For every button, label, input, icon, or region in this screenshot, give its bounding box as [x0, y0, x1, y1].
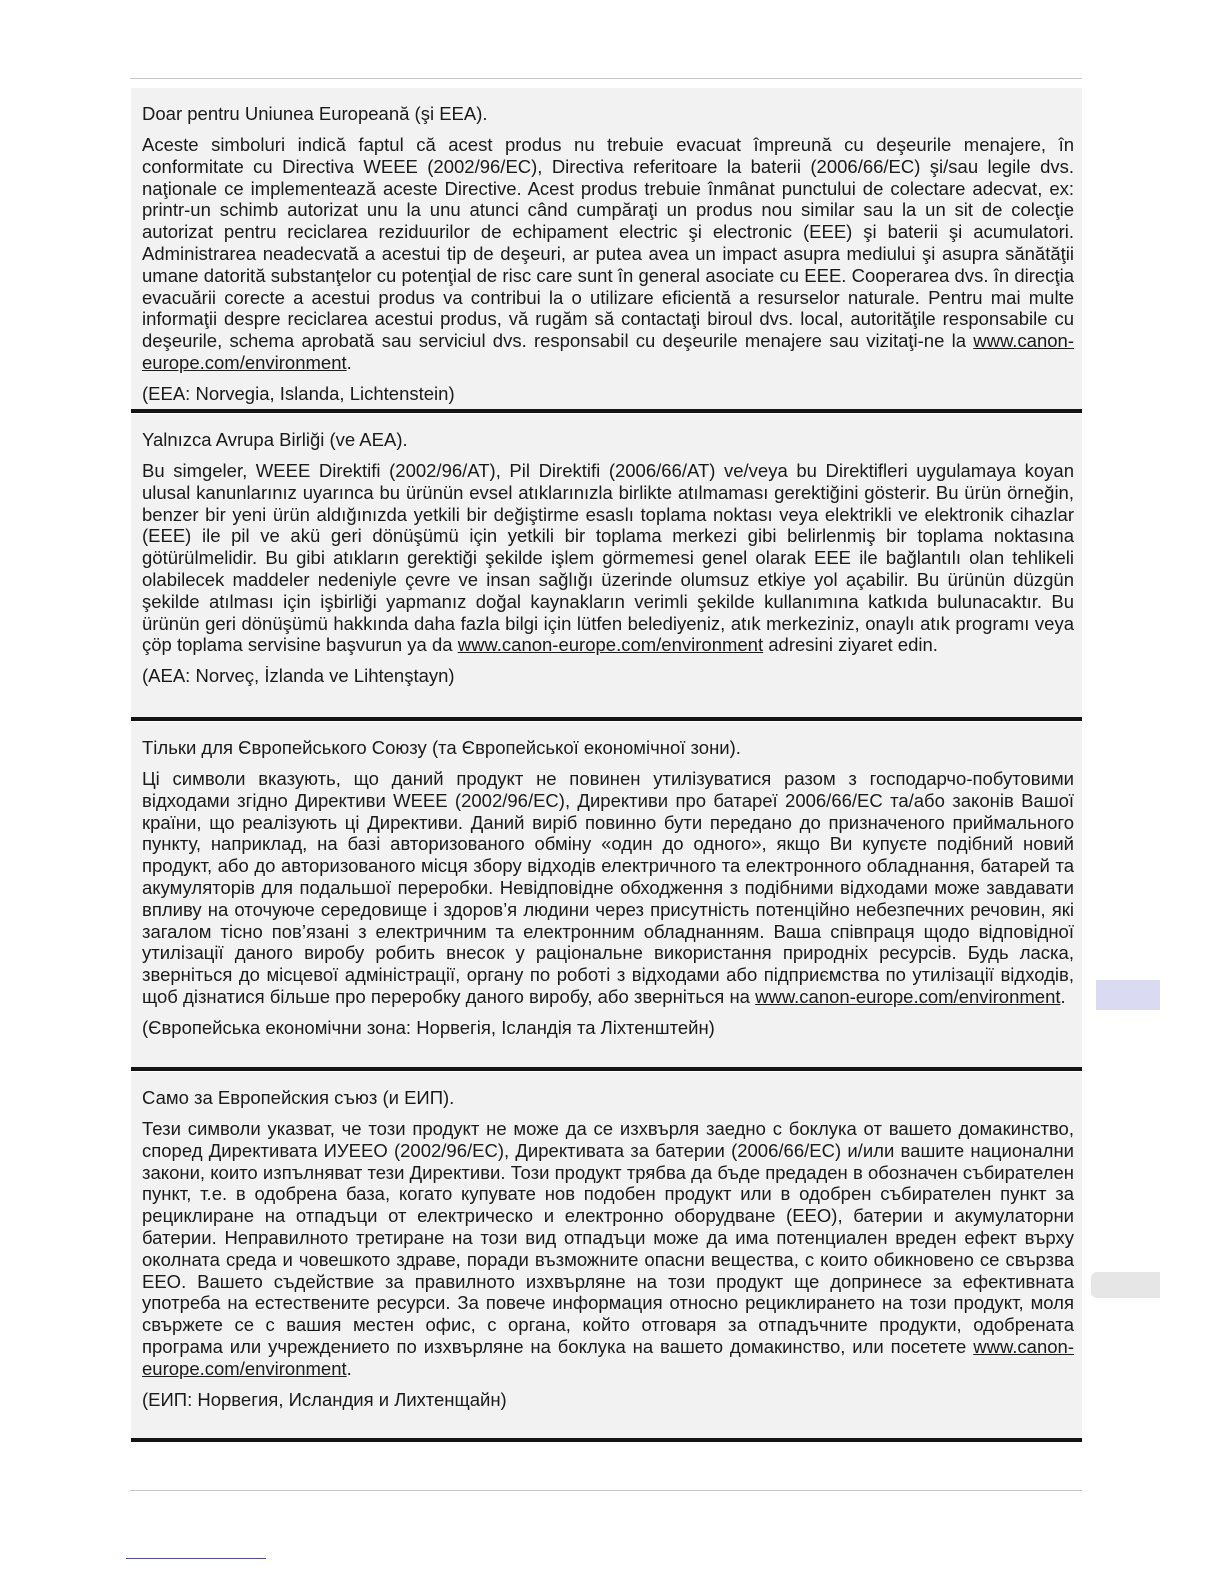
- environment-link[interactable]: www.canon-europe.com/environment: [142, 330, 1074, 373]
- environment-link[interactable]: www.canon-europe.com/environment: [142, 1335, 1074, 1379]
- eea-note: (ЕИП: Норвегия, Исландия и Лихтенщайн): [142, 1388, 507, 1410]
- section-bulgarian: [131, 1072, 1082, 1442]
- environment-link[interactable]: www.canon-europe.com/environment: [457, 634, 764, 656]
- bottom-divider: [130, 1490, 1082, 1491]
- section-heading: Doar pentru Uniunea Europeană (şi EEA).: [142, 103, 488, 124]
- chapter-tab[interactable]: [1091, 1272, 1160, 1298]
- chapter-tab-highlight[interactable]: [1096, 980, 1160, 1010]
- body-text: Bu simgeler, WEEE Direktifi (2002/96/AT), Pil Direktifi (2006/66/AT) ve/veya bu Direktifleri uygulamaya koyan ulusal kanunlarınız uyarınca bu ürünün evsel atıklarınızla birlikte atılmaması gerektiğini gösterir. Bu ürün örneğin, benzer bir yeni ürün aldığınızda yetkili bir değiştirme esaslı toplama noktası veya elektrikli ve elektronik cihazlar (EEE) ile pil ve akü geri dönüşümü için yetkili bir toplama merkezi gibi belirlenmiş bir toplama noktasına götürülmelidir. Bu gibi atıkların gerektiği şekilde işlem görmemesi genel olarak EEE ile bağlantılı olan tehlikeli olabilecek maddeler nedeniyle çevre ve insan sağlığı üzerinde olumsuz etkiye yol açabilir. Bu ürünün düzgün şekilde atılması için işbirliği yapmanız doğal kaynakların verimli şekilde kullanımına katkıda bulunacaktır. Bu ürünün geri dönüşümü hakkında daha fazla bilgi için lütfen belediyeniz, atık merkeziniz, onaylı atık programı veya çöp toplama servisine başvurun ya da: [142, 460, 1074, 656]
- eea-note: (Європейська економічни зона: Норвегія, Ісландія та Ліхтенштейн): [142, 1016, 715, 1038]
- body-text: Ці символи вказують, що даний продукт не повинен утилізуватися разом з господарчо-побутовими відходами згідно Директиви WEEE (2002/96/EC), Директиви про батареї 2006/66/EC та/або законів Вашої країни, що реалізують ці Директиви. Даний виріб повинно бути передано до призначеного приймального пункту, наприклад, на базі авторизованого обміну «один до одного», якщо Ви купуєте подібний новий продукт, або до авторизованого місця збору відходів електричного та електронного обладнання, батарей та акумуляторів для подальшої переробки. Невідповідне обходження з подібними відходами може завдавати впливу на оточуюче середовище і здоров’я людини через присутність потенційно небезпечних речовин, які загалом тісно пов’язані з електричним та електронним обладнанням. Ваша співпраця щодо відповідної утилізації даного виробу робить внесок у раціональне використання природніх ресурсів. Будь ласка, зверніться до місцевої адміністрації, органу по роботі з відходами або підприємства по утилізації відходів, щоб дізнатися більше про переробку даного виробу, або зверніться на: [142, 768, 1074, 1007]
- section-ukrainian: [131, 722, 1082, 1071]
- section-body: [142, 460, 1074, 656]
- body-text-after: adresini ziyaret edin.: [763, 634, 938, 656]
- section-heading: Yalnızca Avrupa Birliği (ve AEA).: [142, 429, 408, 450]
- eea-note: (EEA: Norvegia, Islanda, Lichtenstein): [142, 382, 455, 404]
- environment-link[interactable]: www.canon-europe.com/environment: [755, 985, 1061, 1007]
- body-text-after: .: [346, 351, 352, 373]
- section-body: [142, 134, 1074, 374]
- section-body: [142, 768, 1074, 1008]
- body-text: Тези символи указват, че този продукт не може да се изхвърля заедно с боклука от вашето домакинство, според Директивата ИУЕЕО (2002/96/EC), Директивата за батерии (2006/66/EC) и/или вашите национални закони, които изпълняват тези Директиви. Този продукт трябва да бъде предаден в обозначен събирателен пункт, т.е. в одобрена база, когато купувате нов подобен продукт или в одобрен събирателен пункт за рециклиране на отпадъци от електрическо и електронно оборудване (ЕЕО), батерии и акумулаторни батерии. Неправилното третиране на този вид отпадъци може да има потенциален вреден ефект върху околната среда и човешкото здраве, поради възможните опасни вещества, с които обикновено се свързва ЕЕО. Вашето съдействие за правилното изхвърляне на този продукт ще допринесе за ефективната употреба на естествените ресурси. За повече информация относно рециклирането на този продукт, моля свържете се с вашия местен офис, с органа, който отговаря за отпадъчните продукти, одобрената програма или учреждението по изхвърляне на боклука на вашето домакинство, или посетете: [142, 1118, 1074, 1357]
- section-heading: Тільки для Європейського Союзу (та Європейської економічної зони).: [142, 737, 741, 758]
- section-heading: Само за Европейския съюз (и ЕИП).: [142, 1087, 455, 1108]
- section-turkish: [131, 414, 1082, 721]
- section-body: [142, 1118, 1074, 1380]
- body-text-after: .: [1060, 985, 1066, 1007]
- eea-note: (AEA: Norveç, İzlanda ve Lihtenştayn): [142, 665, 455, 687]
- top-divider: [130, 78, 1082, 79]
- section-romanian: [131, 88, 1082, 413]
- body-text: Aceste simboluri indică faptul că acest produs nu trebuie evacuat împreună cu deşeurile menajere, în conformitate cu Directiva WEEE (2002/96/EC), Directiva referitoare la baterii (2006/66/EC) şi/sau legile dvs. naţionale ce implementează aceste Directive. Acest produs trebuie înmânat punctului de colectare adecvat, ex: printr-un schimb autorizat unu la unu atunci când cumpăraţi un produs nou similar sau la un sit de colecţie autorizat pentru reciclarea reziduurilor de echipament electric şi electronic (EEE) şi baterii şi acumulatori. Administrarea neadecvată a acestui tip de deşeuri, ar putea avea un impact asupra mediului şi asupra sănătăţii umane datorită substanţelor cu potenţial de risc care sunt în general asociate cu EEE. Cooperarea dvs. în direcţia evacuării corecte a acestui produs va contribui la o utilizare eficientă a resurselor naturale. Pentru mai multe informaţii despre reciclarea acestui produs, vă rugăm să contactaţi biroul dvs. local, autorităţile responsabile cu deşeurile, schema aprobată sau serviciul dvs. responsabil cu deşeurile menajere sau vizitaţi-ne la: [142, 134, 1074, 352]
- body-text-after: .: [346, 1357, 352, 1379]
- footer-link-underline: [126, 1558, 266, 1559]
